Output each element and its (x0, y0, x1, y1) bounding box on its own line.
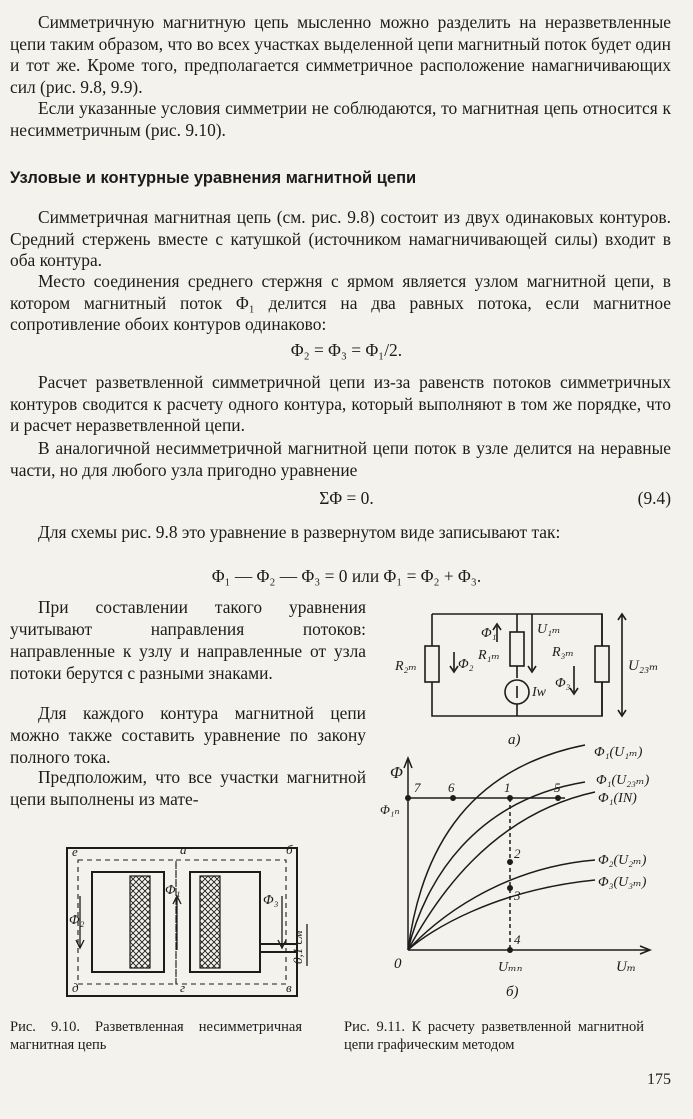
point-label-3: 3 (514, 888, 521, 903)
point-label-1: 1 (504, 780, 511, 795)
paragraph-3: Симметричная магнитная цепь (см. рис. 9.8) состоит из двух одинаковых контуров. Средний стержень вместе с катушкой (источником намагничивающей силы) входит в оба контура. (10, 207, 671, 270)
figure-911-caption: Рис. 9.11. К расчету разветвленной магнитной цепи графическим методом (344, 1019, 644, 1053)
core-label-e: е (72, 844, 78, 859)
paragraph-7: Для схемы рис. 9.8 это уравнение в развернутом виде записывают так: (38, 522, 561, 542)
paragraph-9: Для каждого контура магнитной цепи можно также составить уравнение по закону полного тока. (10, 703, 366, 767)
graph-phi1n-label: Φ₁ₙ (380, 802, 400, 817)
point-label-4: 4 (514, 932, 521, 947)
fig-a-phi3-label: Φ₃ (555, 676, 571, 691)
core-label-v: в (286, 980, 292, 995)
graph-origin-label: 0 (394, 956, 402, 972)
section-heading: Узловые и контурные уравнения магнитной цепи (10, 169, 417, 187)
curve-label-2: Φ₁(U₂₃ₘ) (596, 773, 650, 788)
paragraph-4: Место соединения среднего стержня с ярмом является узлом магнитной цепи, в котором магнитный поток Φ₁ делится на два равных потока, если магнитное сопротивление обоих контуров одинаково: (10, 271, 671, 334)
fig-a-r1m-label: R₁ₘ (478, 648, 501, 663)
core-phi3-label: Φ₃ (263, 893, 279, 908)
core-phi2-label: Φ₂ (69, 913, 85, 928)
curve-label-3: Φ₁(IN) (598, 791, 637, 806)
core-label-a: а (180, 842, 187, 857)
graph-umn-label: Uₘₙ (498, 960, 523, 975)
core-label-d: д (72, 980, 79, 995)
core-label-g: г (180, 980, 186, 995)
equation-3: Φ₁ — Φ₂ — Φ₃ = 0 или Φ₁ = Φ₂ + Φ₃. (211, 566, 482, 586)
figure-910-core (52, 840, 322, 1005)
paragraph-5: Расчет разветвленной симметричной цепи из-за равенств потоков симметричных контуров сводится к расчету одного контура, который выполняют в том же порядке, что и расчет неразветвленной цепи. (10, 372, 671, 435)
point-label-6: 6 (448, 780, 455, 795)
fig-a-r2m-label: R₂ₘ (395, 659, 418, 674)
core-dimension-label: 0,1 см (290, 930, 305, 964)
equation-1: Φ₂ = Φ₃ = Φ₁/2. (290, 340, 403, 360)
equation-2: ΣΦ = 0. (319, 488, 374, 508)
curve-label-5: Φ₃(U₃ₘ) (598, 875, 647, 890)
point-label-7: 7 (414, 780, 421, 795)
fig-a-sublabel: а) (508, 732, 521, 748)
paragraph-8: При составлении такого уравнения учитывают направления потоков: направленные к узлу и направленные от узла потоки берутся с разными знаками. (10, 597, 366, 683)
equation-2-number: (9.4) (637, 488, 671, 508)
graph-y-axis-label: Φ (390, 763, 403, 782)
graph-sublabel: б) (506, 984, 519, 1000)
fig-a-u1m-label: U₁ₘ (537, 622, 561, 637)
core-phi1-label: Φ₁ (165, 883, 181, 898)
point-label-2: 2 (514, 846, 521, 861)
fig-a-r3m-label: R₃ₘ (552, 645, 575, 660)
fig-a-iw-label: Iw (532, 685, 546, 700)
curve-label-1: Φ₁(U₁ₘ) (594, 745, 643, 760)
paragraph-10: Предположим, что все участки магнитной цепи выполнены из мате- (10, 767, 366, 809)
fig-a-phi2-label: Φ₂ (458, 657, 474, 672)
graph-x-axis-label: Uₘ (616, 959, 637, 975)
paragraph-1: Симметричную магнитную цепь мысленно можно разделить на неразветвленные цепи таким образом, что во всех участках выделенной цепи магнитный поток будет один и тот же. Кроме того, предполагается симметричное расположение намагничивающих сил (рис. 9.8, 9.9). (10, 12, 671, 97)
page-number: 175 (647, 1071, 671, 1088)
paragraph-6: В аналогичной несимметричной магнитной цепи поток в узле делится на неравные части, но для любого узла пригодно уравнение (10, 438, 671, 480)
figure-911b-graph (380, 740, 680, 1002)
fig-a-u23m-label: U₂₃ₘ (628, 658, 659, 674)
point-label-5: 5 (554, 780, 561, 795)
figure-911a-circuit (392, 604, 682, 754)
fig-a-phi1-label: Φ₁ (481, 626, 497, 641)
curve-label-4: Φ₂(U₂ₘ) (598, 853, 647, 868)
paragraph-2: Если указанные условия симметрии не соблюдаются, то магнитная цепь относится к несимметричным (рис. 9.10). (10, 98, 671, 140)
core-label-b: б (286, 842, 293, 857)
figure-910-caption: Рис. 9.10. Разветвленная несимметричная магнитная цепь (10, 1019, 302, 1053)
